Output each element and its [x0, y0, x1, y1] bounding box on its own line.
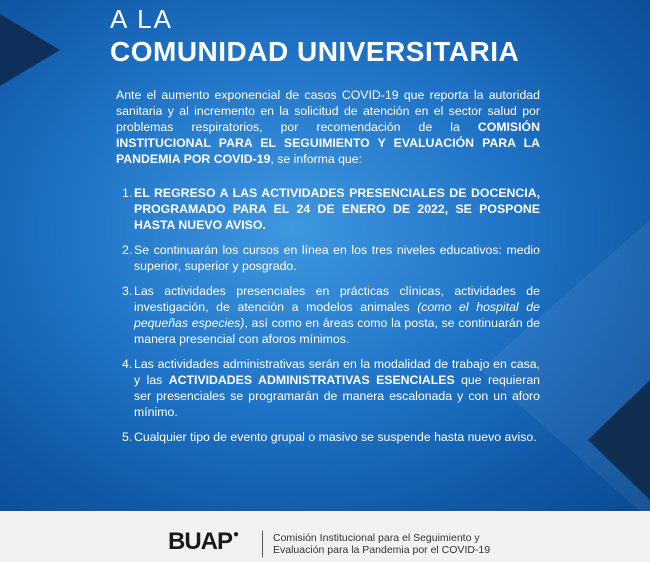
item-text-a: Las actividades administrativas serán en la modalidad de trabajo en casa, y las — [134, 357, 540, 387]
item-text — [134, 356, 540, 420]
heading-line-1: A LA — [110, 4, 173, 34]
item-text-b: que requieran ser presenciales se programarán de manera escalonada y con un aforo mínimo. — [134, 373, 540, 419]
footer-divider — [262, 531, 263, 557]
heading-title: COMUNIDAD UNIVERSITARIA — [110, 36, 520, 67]
list-item — [122, 429, 540, 445]
intro-text: Ante el aumento exponencial de casos COVID-19 que reporta la autoridad sanitaria y al incremento en la solicitud de atención en el sector salud por problemas respiratorios, por recomendación de la — [116, 88, 540, 134]
item-italic-text: (como el hospital de pequeñas especies) — [134, 300, 540, 330]
logo-dot-icon: ● — [233, 529, 239, 540]
item-text-b: , así como en áreas como la posta, se continuarán de manera presencial con aforos mínimos. — [134, 316, 540, 346]
logo-text: BUAP — [168, 528, 233, 555]
footer-line-2: Evaluación para la Pandemia por el COVID-19 — [273, 544, 491, 556]
item-number: 1. — [122, 186, 133, 200]
footer-commission-name — [273, 532, 490, 556]
intro-text-end: , se informa que: — [270, 152, 363, 166]
item-number: 3. — [122, 284, 133, 298]
footer-bar — [0, 511, 650, 562]
list-item — [122, 283, 540, 347]
announcement-body — [116, 87, 540, 454]
decorative-triangle — [588, 380, 650, 500]
decorative-triangle — [0, 0, 60, 110]
item-text-a: Las actividades presenciales en prácticas clínicas, actividades de investigación, de atención a modelos animales — [134, 284, 540, 314]
item-number: 5. — [122, 430, 133, 444]
item-number: 4. — [122, 357, 133, 371]
intro-commission-name: COMISIÓN INSTITUCIONAL PARA EL SEGUIMIENTO Y EVALUACIÓN PARA LA PANDEMIA POR COVID-19 — [116, 120, 540, 166]
item-text: Cualquier tipo de evento grupal o masivo se suspende hasta nuevo aviso. — [134, 430, 537, 444]
footer-line-1: Comisión Institucional para el Seguimiento y — [273, 532, 480, 544]
list-item — [122, 242, 540, 274]
item-bold-text: ACTIVIDADES ADMINISTRATIVAS ESENCIALES — [168, 373, 455, 387]
intro-paragraph — [116, 87, 540, 167]
buap-logo — [168, 528, 237, 556]
announcement-list — [116, 185, 540, 445]
item-text — [134, 185, 540, 233]
item-bold-text: EL REGRESO A LAS ACTIVIDADES PRESENCIALES DE DOCENCIA, PROGRAMADO PARA EL 24 DE ENERO DE 2022, SE POSPONE HASTA NUEVO AVISO. — [134, 186, 540, 232]
item-number: 2. — [122, 243, 133, 257]
item-text: Se continuarán los cursos en línea en los tres niveles educativos: medio superior, superior y posgrado. — [134, 243, 540, 273]
list-item — [122, 356, 540, 420]
item-text — [134, 283, 540, 347]
list-item — [122, 185, 540, 233]
